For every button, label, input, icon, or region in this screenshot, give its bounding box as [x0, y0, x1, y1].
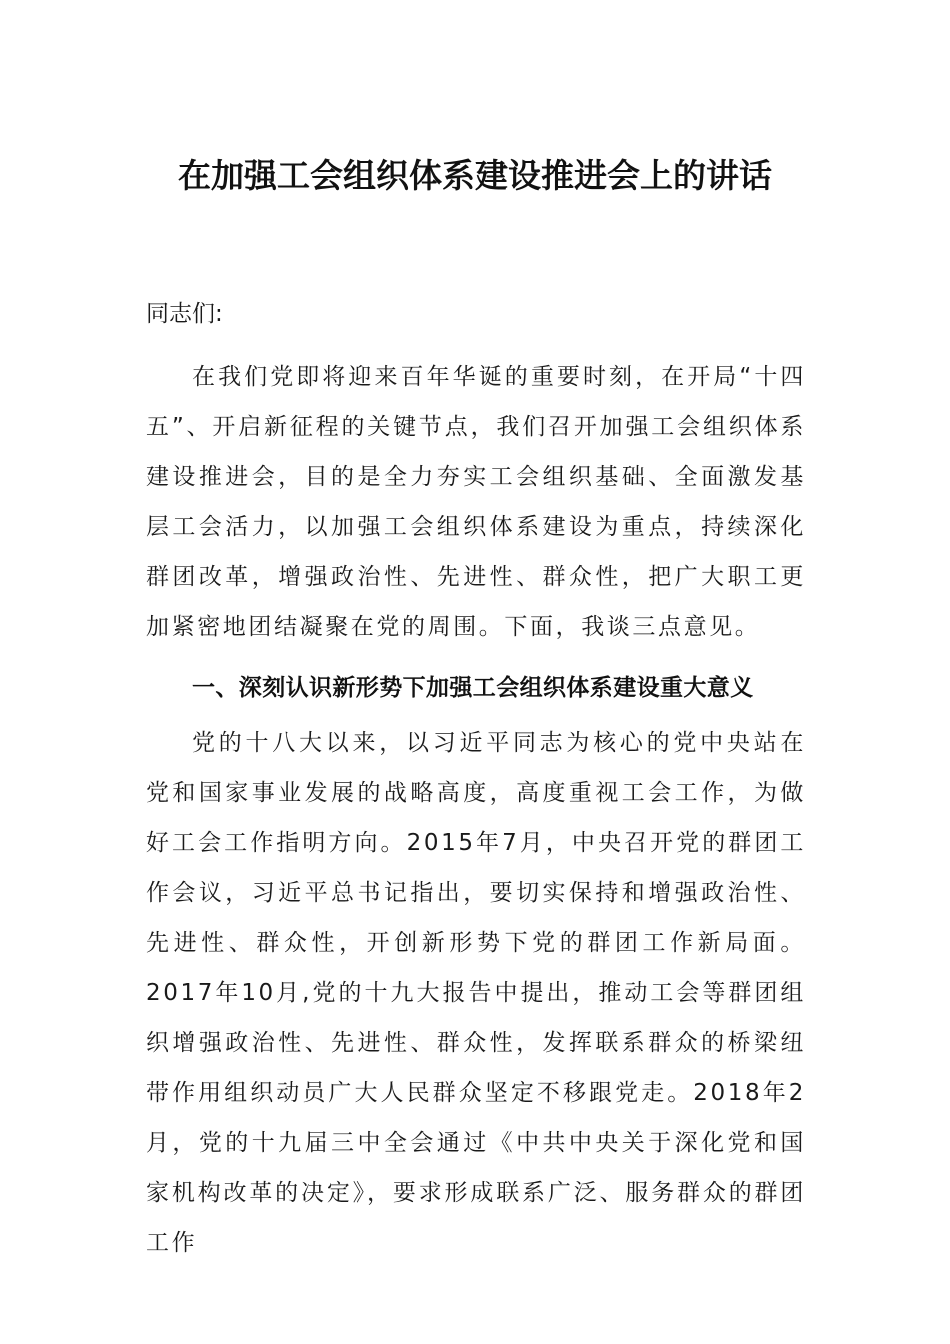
- intro-paragraph: 在我们党即将迎来百年华诞的重要时刻，在开局“十四五”、开启新征程的关键节点，我们召开加强工会组织体系建设推进会，目的是全力夯实工会组织基础、全面激发基层工会活力，以加强工会组织体系建设为重点，持续深化群团改革，增强政治性、先进性、群众性，把广大职工更加紧密地团结凝聚在党的周围。下面，我谈三点意见。: [146, 364, 806, 640]
- salutation: 同志们:: [146, 301, 223, 327]
- section-heading-1: 一、深刻认识新形势下加强工会组织体系建设重大意义: [192, 675, 754, 701]
- section-1-paragraph: 党的十八大以来，以习近平同志为核心的党中央站在党和国家事业发展的战略高度，高度重视工会工作，为做好工会工作指明方向。2015年7月，中央召开党的群团工作会议，习近平总书记指出，要切实保持和增强政治性、先进性、群众性，开创新形势下党的群团工作新局面。2017年10月,党的十九大报告中提出，推动工会等群团组织增强政治性、先进性、群众性，发挥联系群众的桥梁纽带作用组织动员广大人民群众坚定不移跟党走。2018年2月，党的十九届三中全会通过《中共中央关于深化党和国家机构改革的决定》，要求形成联系广泛、服务群众的群团工作: [146, 730, 806, 1256]
- document-title: 在加强工会组织体系建设推进会上的讲话: [178, 156, 772, 195]
